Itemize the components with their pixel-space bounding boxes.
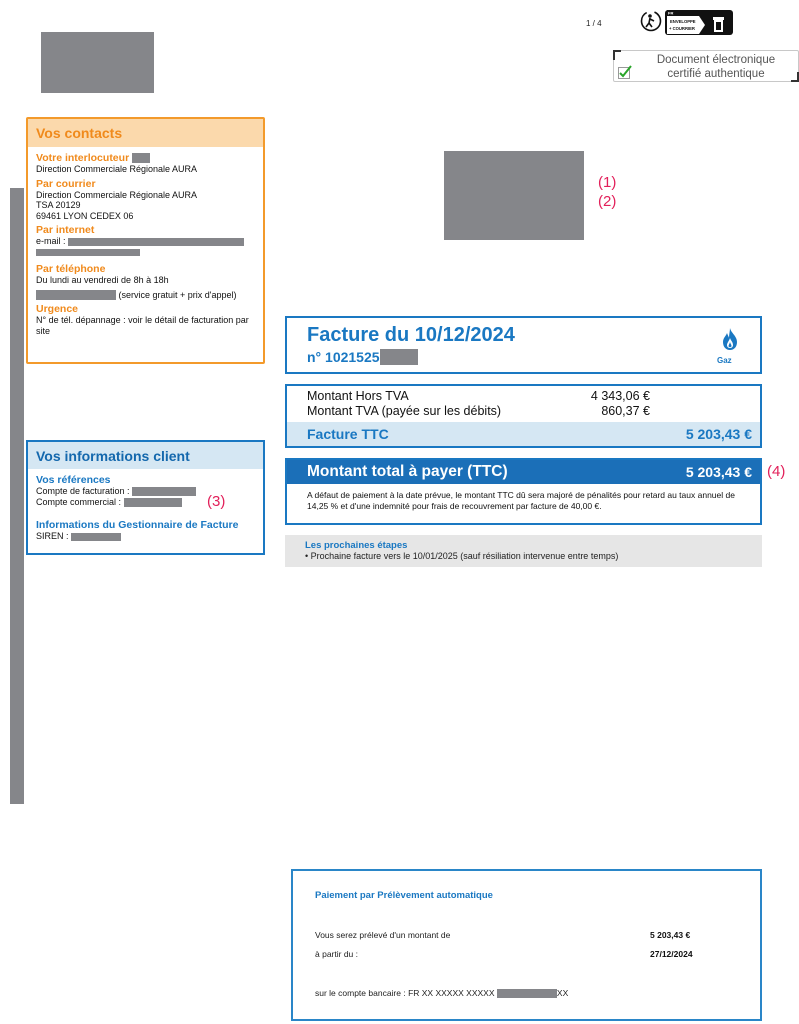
svg-text:ENVELOPPE: ENVELOPPE: [670, 19, 696, 24]
email-label: e-mail :: [36, 236, 66, 246]
ttc-value: 5 203,43 €: [685, 426, 752, 442]
billing-account-label: Compte de facturation :: [36, 486, 130, 496]
next-steps-title: Les prochaines étapes: [305, 540, 408, 551]
courrier-title: Par courrier: [36, 177, 96, 190]
ttc-row: [287, 422, 760, 446]
amounts-panel: [285, 384, 762, 448]
contacts-panel: Vos contacts Votre interlocuteur Direction Commerciale Régionale AURA Par courrier Direction Commerciale Régionale AURA TSA 20129 69461 LYON CEDEX 06 Par internet e-mail : Par téléphone Du lundi au vendredi de 8h à 18h (service gratuit + prix d'appel) Urgence N° de tél. dépannage : voir le détail de facturation par site: [26, 117, 265, 364]
redacted-interlocuteur-name: [132, 153, 150, 163]
debit-date-value: 27/12/2024: [650, 949, 693, 959]
green-checkmark-icon: [618, 65, 632, 79]
certified-line1: Document électronique: [656, 54, 776, 66]
telephone-title: Par téléphone: [36, 263, 106, 275]
recycling-bin-icon: [713, 17, 724, 32]
client-info-panel: [26, 440, 265, 555]
energy-label: Gaz: [717, 356, 732, 365]
manager-title: Informations du Gestionnaire de Facture: [36, 519, 239, 531]
annotation-4: (4): [767, 463, 786, 480]
svg-text:FR: FR: [668, 10, 674, 16]
redacted-email[interactable]: [68, 238, 244, 246]
annotation-1: (1): [598, 174, 617, 191]
late-payment-note: A défaut de paiement à la date prévue, le montant TTC dû sera majoré de pénalités pour retard au taux annuel de 14,25 % et d'une indemnité pour frais de recouvrement par facture de 40,00 €.: [307, 490, 735, 511]
phone-service-note: (service gratuit + prix d'appel): [118, 289, 237, 300]
certified-document-badge: [613, 50, 799, 82]
svg-text:+ COURRIER: + COURRIER: [669, 26, 695, 31]
redacted-invoice-number-suffix: [380, 349, 418, 365]
ttc-label: Facture TTC: [307, 426, 389, 442]
total-to-pay-panel: [285, 458, 762, 525]
redacted-commercial-account: [124, 498, 182, 507]
interlocuteur-section: Votre interlocuteur: [36, 152, 255, 164]
tva-label: Montant TVA (payée sur les débits): [307, 404, 502, 418]
redacted-recipient-address: [444, 151, 584, 240]
invoice-number: n° 1021525: [307, 349, 418, 365]
ht-label: Montant Hors TVA: [307, 389, 409, 403]
total-label: Montant total à payer (TTC): [307, 463, 508, 480]
certified-line2: certifié authentique: [667, 68, 765, 80]
contacts-title: Vos contacts: [28, 119, 263, 147]
redacted-billing-account: [132, 487, 196, 496]
triman-recycle-icon: [640, 10, 662, 32]
annotation-2: (2): [598, 193, 617, 210]
redacted-side-barcode: [10, 188, 24, 804]
next-steps-panel: [285, 535, 762, 567]
redacted-email-cont: [36, 249, 140, 256]
page-indicator: 1 / 4: [586, 19, 602, 28]
sorting-info-badge: [665, 10, 733, 35]
ht-value: 4 343,06 €: [590, 389, 650, 403]
payment-title: Paiement par Prélèvement automatique: [315, 890, 493, 901]
urgence-text: N° de tél. dépannage : voir le détail de facturation par site: [36, 315, 249, 336]
redacted-iban-part: [497, 989, 557, 998]
references-title: Vos références: [36, 474, 111, 486]
annotation-3: (3): [207, 493, 226, 510]
client-info-title: Vos informations client: [28, 442, 263, 469]
debit-amount-value: 5 203,43 €: [650, 930, 691, 940]
invoice-title: Facture du 10/12/2024: [307, 324, 515, 346]
redacted-siren: [71, 533, 121, 541]
siren-label: SIREN :: [36, 531, 69, 541]
invoice-header: [285, 316, 762, 374]
next-steps-item: • Prochaine facture vers le 10/01/2025 (sauf résiliation intervenue entre temps): [305, 551, 619, 561]
commercial-account-label: Compte commercial :: [36, 496, 122, 507]
debit-amount-label: Vous serez prélevé d'un montant de: [315, 930, 451, 940]
total-value: 5 203,43 €: [685, 464, 752, 480]
total-row: [287, 460, 760, 484]
redacted-logo: [41, 32, 154, 93]
gas-flame-icon: [721, 327, 739, 351]
urgence-title: Urgence: [36, 303, 79, 316]
direct-debit-panel: [291, 869, 762, 1021]
debit-date-label: à partir du :: [315, 949, 358, 959]
internet-title: Par internet: [36, 224, 95, 236]
redacted-phone: [36, 290, 116, 300]
bank-account-line: sur le compte bancaire : FR XX XXXXX XXXXX XX: [315, 988, 569, 998]
tva-value: 860,37 €: [601, 404, 650, 418]
